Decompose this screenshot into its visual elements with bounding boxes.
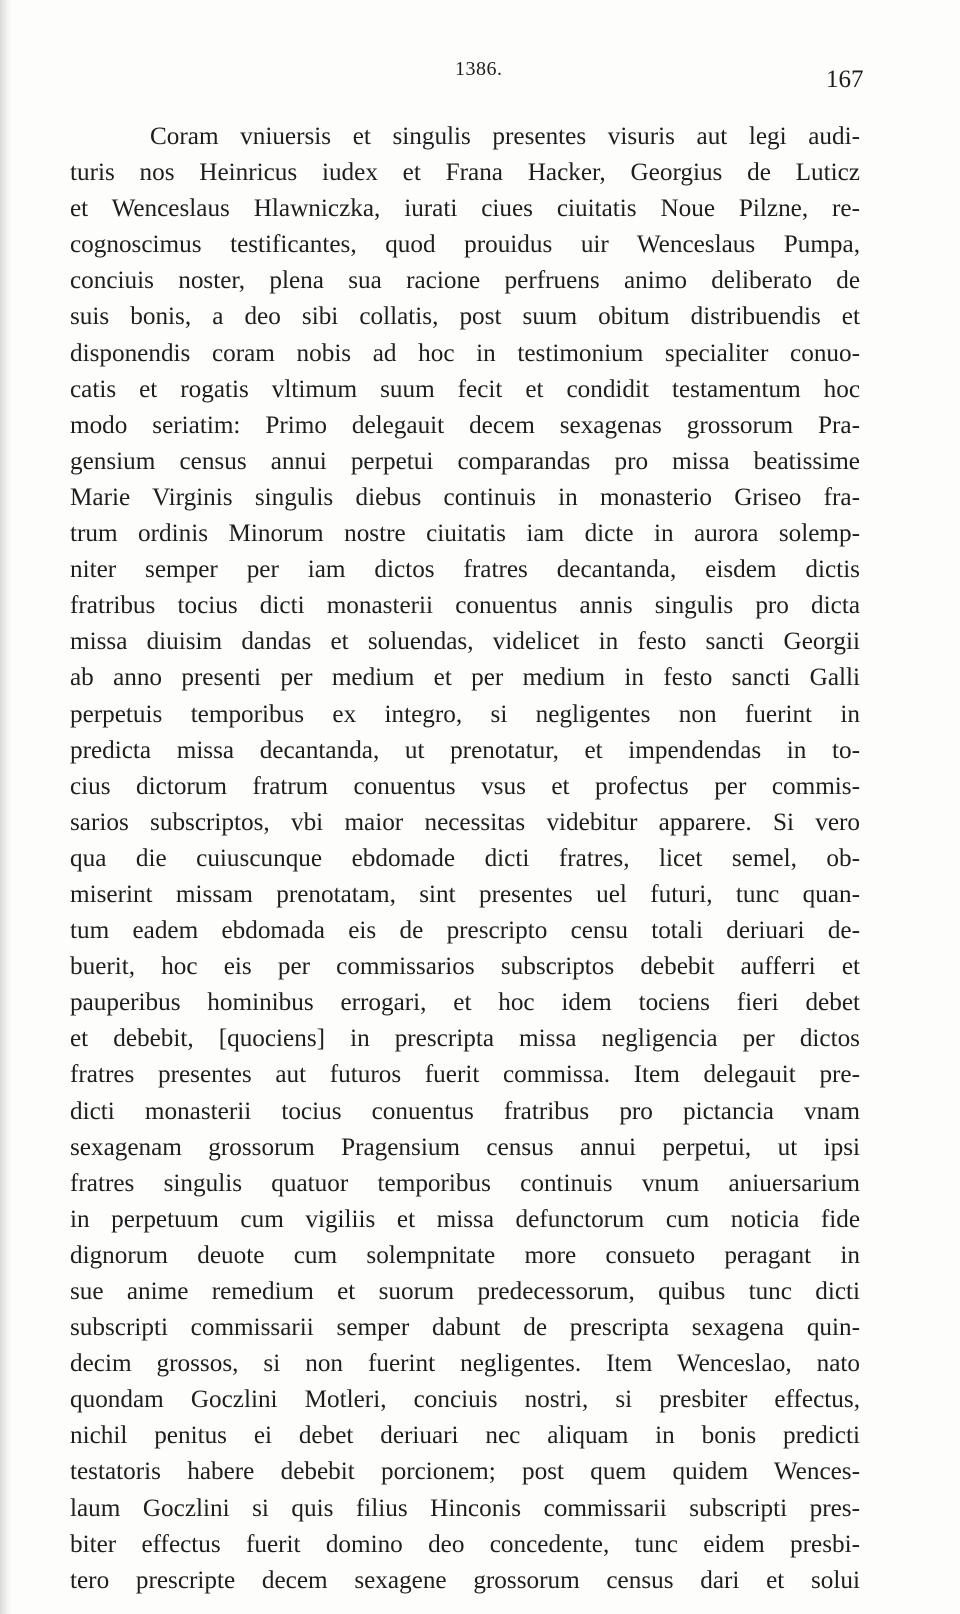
page-edge-shadow xyxy=(0,0,12,1614)
text-line: dicti monasterii tocius conuentus fratribus pro pictancia vnam xyxy=(70,1097,860,1125)
text-line: sue anime remedium et suorum predecessorum, quibus tunc dicti xyxy=(70,1278,860,1305)
text-line: testatoris habere debebit porcionem; post quem quidem Wences- xyxy=(70,1458,860,1486)
header-year: 1386. xyxy=(455,58,503,80)
text-line: subscripti commissarii semper dabunt de prescripta sexagena quin- xyxy=(70,1314,860,1342)
text-line: fratres presentes aut futuros fuerit commissa. Item delegauit pre- xyxy=(70,1061,860,1089)
text-line: tum eadem ebdomada eis de prescripto censu totali deriuari de- xyxy=(70,917,860,945)
text-line: tero prescripte decem sexagene grossorum census dari et solui xyxy=(70,1566,860,1594)
text-line: cognoscimus testificantes, quod prouidus uir Wenceslaus Pumpa, xyxy=(70,231,860,259)
text-line: trum ordinis Minorum nostre ciuitatis iam dicte in aurora solemp- xyxy=(70,520,860,548)
text-line: et Wenceslaus Hlawniczka, iurati ciues ciuitatis Noue Pilzne, re- xyxy=(70,195,860,223)
text-line: sarios subscriptos, vbi maior necessitas videbitur apparere. Si vero xyxy=(70,808,860,836)
text-line: et debebit, [quociens] in prescripta missa negligencia per dictos xyxy=(70,1025,860,1053)
text-line: in perpetuum cum vigiliis et missa defunctorum cum noticia fide xyxy=(70,1205,860,1233)
text-line: buerit, hoc eis per commissarios subscriptos debebit aufferri et xyxy=(70,953,860,981)
text-line: pauperibus hominibus errogari, et hoc idem tociens fieri debet xyxy=(70,989,860,1017)
text-line: ab anno presenti per medium et per medium in festo sancti Galli xyxy=(70,664,860,692)
text-line: decim grossos, si non fuerint negligentes. Item Wenceslao, nato xyxy=(70,1350,860,1378)
text-line: catis et rogatis vltimum suum fecit et condidit testamentum hoc xyxy=(70,375,860,403)
text-line: fratres singulis quatuor temporibus continuis vnum aniuersarium xyxy=(70,1169,860,1197)
text-line: sexagenam grossorum Pragensium census annui perpetui, ut ipsi xyxy=(70,1133,860,1161)
text-line: biter effectus fuerit domino deo concedente, tunc eidem presbi- xyxy=(70,1530,860,1558)
text-line: laum Goczlini si quis filius Hinconis commissarii subscripti pres- xyxy=(70,1494,860,1522)
text-line: cius dictorum fratrum conuentus vsus et profectus per commis- xyxy=(70,772,860,800)
body-text xyxy=(70,119,860,1599)
text-line: nichil penitus ei debet deriuari nec aliquam in bonis predicti xyxy=(70,1422,860,1450)
text-line: Coram vniuersis et singulis presentes visuris aut legi audi- xyxy=(150,123,860,150)
text-line: niter semper per iam dictos fratres decantanda, eisdem dictis xyxy=(70,556,860,584)
text-line: fratribus tocius dicti monasterii conuentus annis singulis pro dicta xyxy=(70,592,860,620)
text-line: modo seriatim: Primo delegauit decem sexagenas grossorum Pra- xyxy=(70,411,860,439)
text-line: dignorum deuote cum solempnitate more consueto peragant in xyxy=(70,1241,860,1269)
text-line: disponendis coram nobis ad hoc in testimonium specialiter conuo- xyxy=(70,339,860,367)
page-number: 167 xyxy=(826,66,864,93)
text-line: quondam Goczlini Motleri, conciuis nostri, si presbiter effectus, xyxy=(70,1386,860,1414)
text-line: conciuis noster, plena sua racione perfruens animo deliberato de xyxy=(70,267,860,295)
text-line: Marie Virginis singulis diebus continuis in monasterio Griseo fra- xyxy=(70,483,860,511)
text-line: missa diuisim dandas et soluendas, videlicet in festo sancti Georgii xyxy=(70,628,860,656)
running-head xyxy=(0,56,960,93)
text-line: perpetuis temporibus ex integro, si negligentes non fuerint in xyxy=(70,700,860,728)
text-line: turis nos Heinricus iudex et Frana Hacker, Georgius de Luticz xyxy=(70,159,860,187)
text-line: qua die cuiuscunque ebdomade dicti fratres, licet semel, ob- xyxy=(70,844,860,872)
text-line: gensium census annui perpetui comparandas pro missa beatissime xyxy=(70,447,860,475)
text-line: suis bonis, a deo sibi collatis, post suum obitum distribuendis et xyxy=(70,303,860,331)
text-line: miserint missam prenotatam, sint presentes uel futuri, tunc quan- xyxy=(70,880,860,908)
text-line: predicta missa decantanda, ut prenotatur, et impendendas in to- xyxy=(70,736,860,764)
